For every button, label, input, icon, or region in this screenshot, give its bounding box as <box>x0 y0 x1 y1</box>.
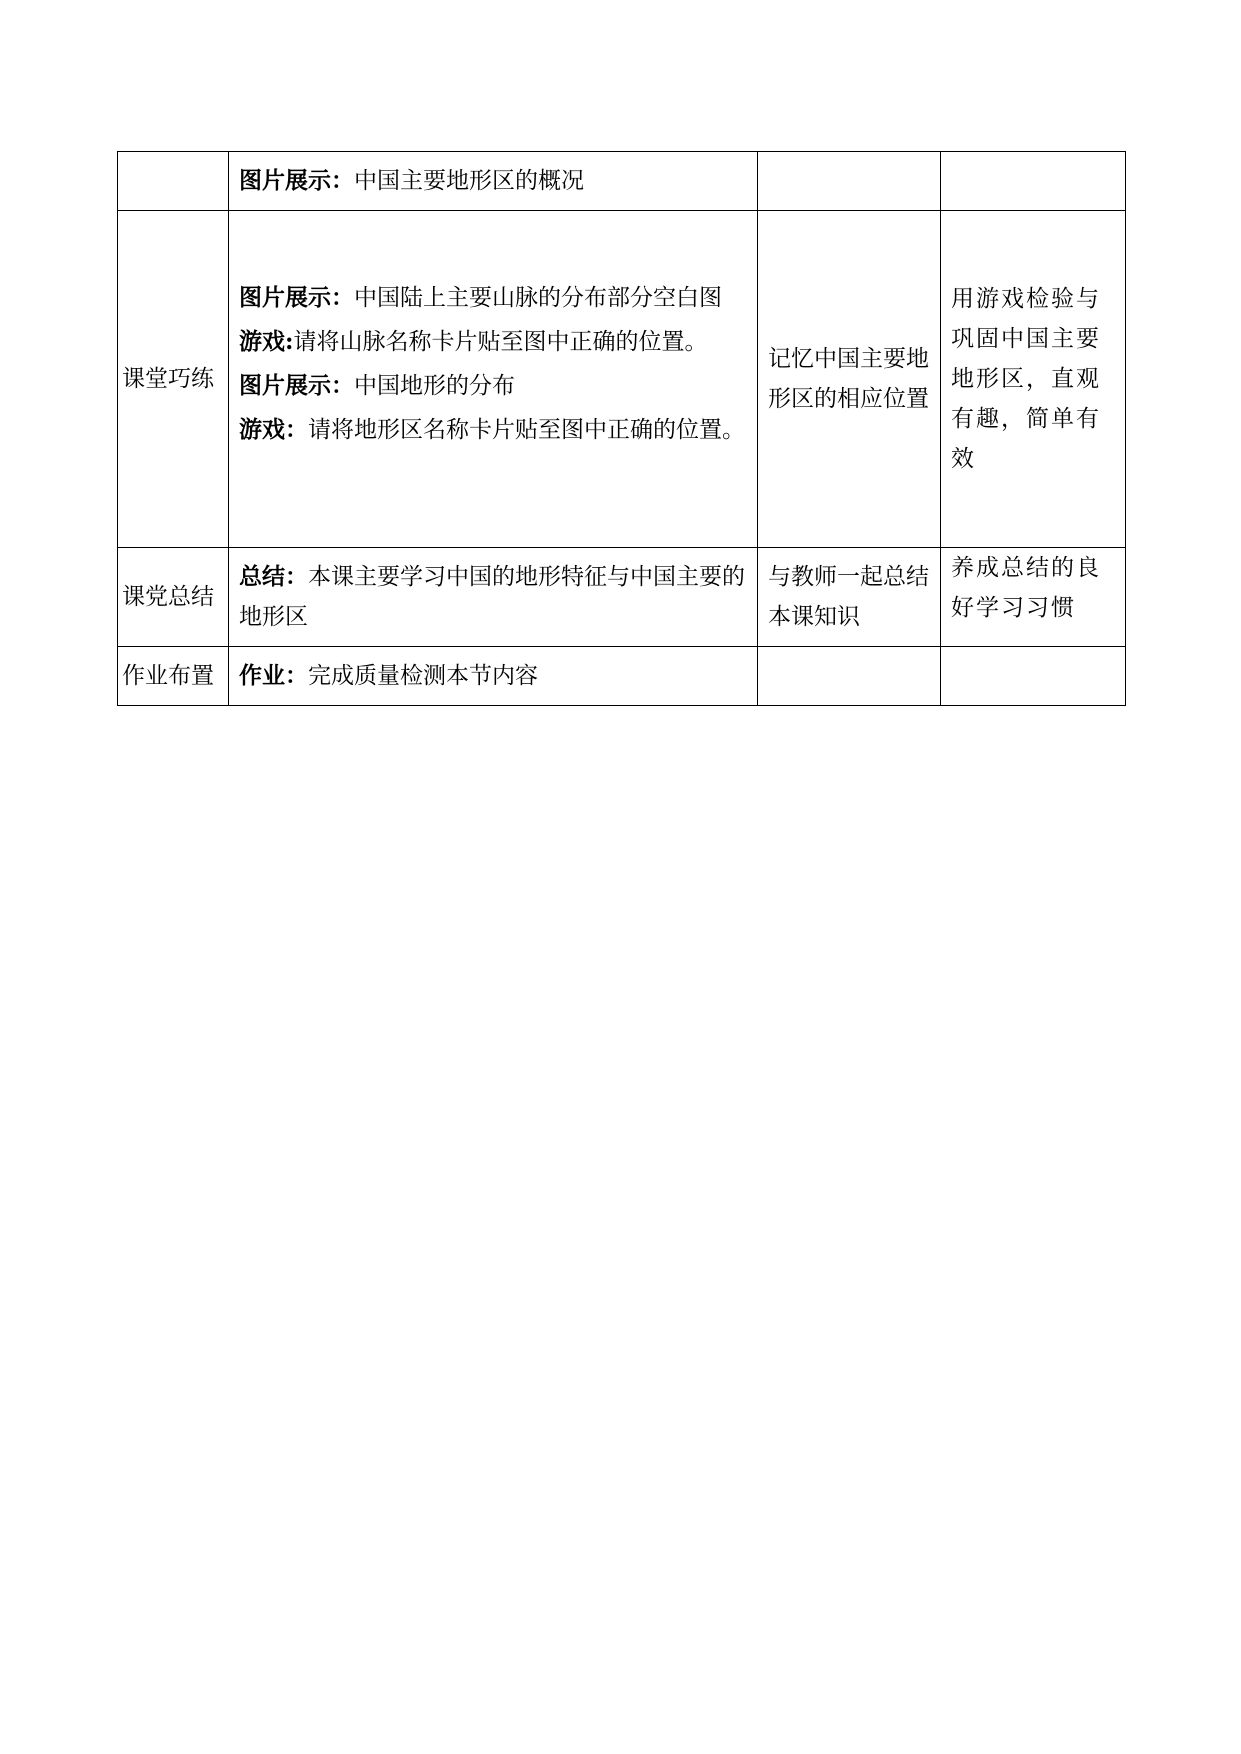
student-activity-cell <box>758 647 941 706</box>
table-row <box>118 548 1126 647</box>
content-text: 请将山脉名称卡片贴至图中正确的位置。 <box>293 329 708 355</box>
content-text: 中国陆上主要山脉的分布部分空白图 <box>354 285 722 311</box>
content-text: 完成质量检测本节内容 <box>308 663 538 689</box>
lesson-plan-table <box>117 151 1126 706</box>
content-cell <box>229 548 758 647</box>
content-label: 图片展示： <box>239 167 354 194</box>
content-paragraph <box>239 366 747 406</box>
design-intent-cell: 养成总结的良好学习习惯 <box>941 548 1126 647</box>
stage-cell <box>118 152 229 211</box>
design-intent-cell <box>941 647 1126 706</box>
content-paragraph <box>239 322 747 362</box>
content-text: 请将地形区名称卡片贴至图中正确的位置。 <box>308 417 745 443</box>
design-intent-cell: 用游戏检验与巩固中国主要地形区，直观有趣，简单有效 <box>941 211 1126 548</box>
table-row <box>118 211 1126 548</box>
stage-cell: 课堂巧练 <box>118 211 229 548</box>
content-label: 游戏: <box>239 328 294 355</box>
content-cell <box>229 211 758 548</box>
student-activity-cell: 与教师一起总结本课知识 <box>758 548 941 647</box>
table-row <box>118 647 1126 706</box>
content-cell <box>229 152 758 211</box>
student-activity-cell: 记忆中国主要地形区的相应位置 <box>758 211 941 548</box>
design-intent-cell <box>941 152 1126 211</box>
content-label: 总结： <box>239 563 308 590</box>
stage-cell: 作业布置 <box>118 647 229 706</box>
table-row <box>118 152 1126 211</box>
content-text: 本课主要学习中国的地形特征与中国主要的地形区 <box>239 564 745 630</box>
content-cell <box>229 647 758 706</box>
content-text: 中国地形的分布 <box>354 373 515 399</box>
content-text: 中国主要地形区的概况 <box>354 168 584 194</box>
content-paragraph <box>239 557 747 637</box>
content-label: 游戏： <box>239 416 308 443</box>
content-paragraph <box>239 161 747 201</box>
content-paragraph <box>239 656 747 696</box>
content-paragraph <box>239 410 747 450</box>
content-paragraph <box>239 278 747 318</box>
stage-cell: 课党总结 <box>118 548 229 647</box>
content-label: 作业： <box>239 662 308 689</box>
content-label: 图片展示： <box>239 284 354 311</box>
content-label: 图片展示： <box>239 372 354 399</box>
student-activity-cell <box>758 152 941 211</box>
